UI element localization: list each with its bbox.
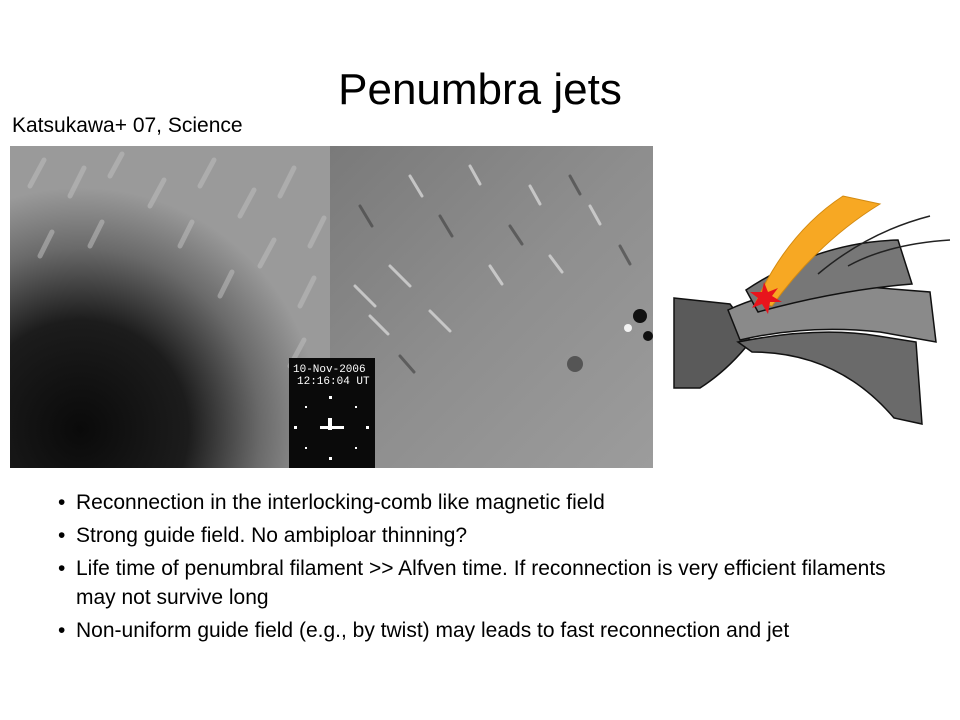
difference-image-panel bbox=[330, 146, 653, 468]
bullet-item: • Life time of penumbral filament >> Alfven time. If reconnection is very efficient filaments may not survive long bbox=[58, 554, 918, 612]
observation-date: 10-Nov-2006 bbox=[293, 364, 366, 376]
schematic-figure bbox=[668, 192, 952, 432]
reconnection-schematic bbox=[668, 192, 952, 432]
timestamp-inset bbox=[289, 358, 375, 468]
slide-title: Penumbra jets bbox=[338, 65, 622, 114]
citation-label: Katsukawa+ 07, Science bbox=[12, 114, 243, 137]
bullet-item: • Non-uniform guide field (e.g., by twist) may leads to fast reconnection and jet bbox=[58, 616, 918, 645]
penumbra-observation-images bbox=[10, 146, 653, 468]
bullet-item: • Strong guide field. No ambiploar thinning? bbox=[58, 521, 918, 550]
flux-tube-bottom bbox=[738, 332, 922, 424]
bullet-list bbox=[58, 488, 918, 649]
bullet-item: • Reconnection in the interlocking-comb like magnetic field bbox=[58, 488, 918, 517]
observation-time: 12:16:04 UT bbox=[297, 376, 370, 388]
observation-figure bbox=[10, 146, 653, 468]
intensity-image-panel bbox=[10, 146, 330, 468]
